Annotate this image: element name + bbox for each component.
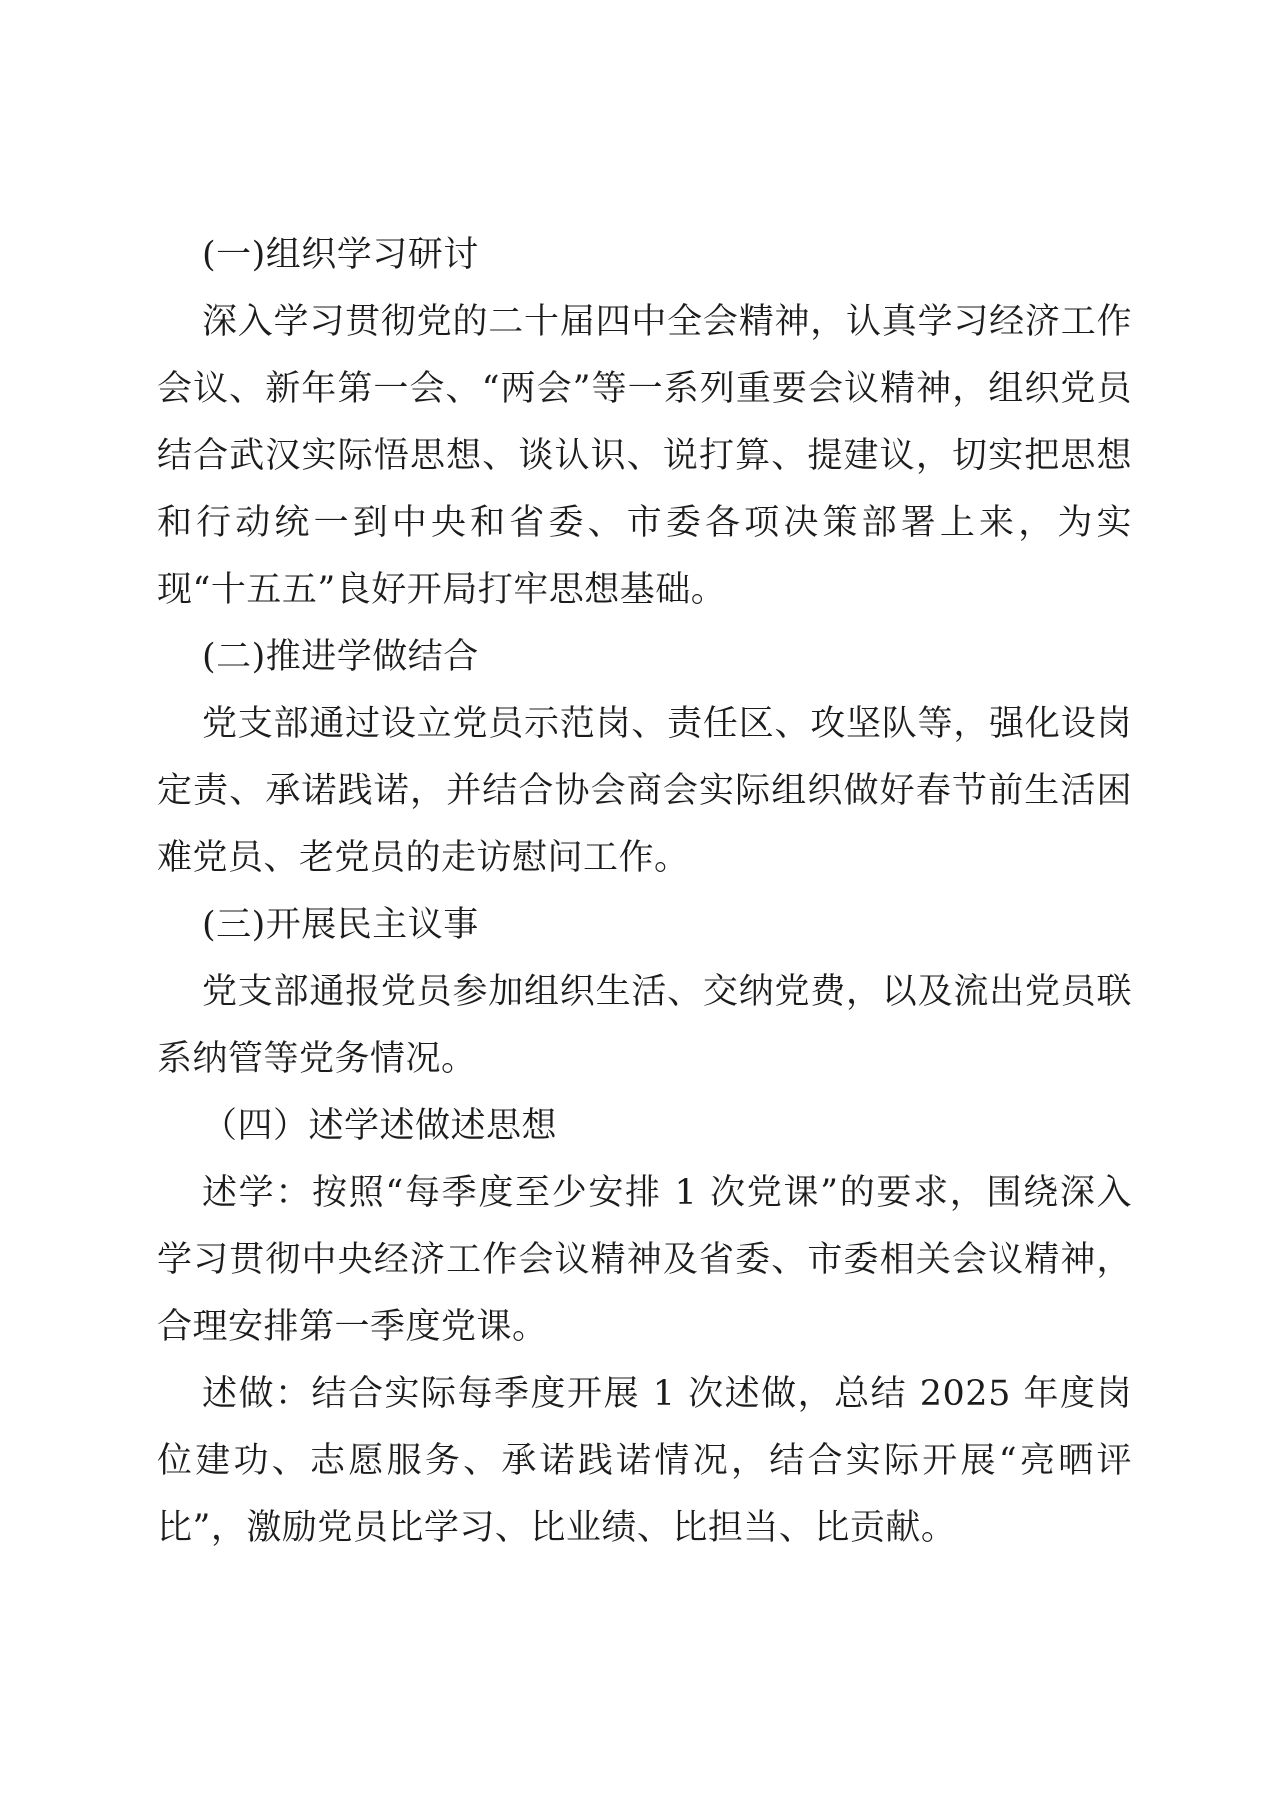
section-2-paragraph: 党支部通过设立党员示范岗、责任区、攻坚队等，强化设岗定责、承诺践诺，并结合协会商会实际组织做好春节前生活困难党员、老党员的走访慰问工作。 [157,704,1132,878]
section-1-heading: (一)组织学习研讨 [202,235,479,275]
section-4-heading: （四）述学述做述思想 [202,1106,558,1146]
section-2-heading: (二)推进学做结合 [202,637,479,677]
section-4-paragraph-shuzuo: 述做：结合实际每季度开展 1 次述做，总结 2025 年度岗位建功、志愿服务、承诺践诺情况，结合实际开展“亮晒评比”，激励党员比学习、比业绩、比担当、比贡献。 [157,1374,1132,1548]
section-3-paragraph: 党支部通报党员参加组织生活、交纳党费，以及流出党员联系纳管等党务情况。 [157,972,1132,1079]
section-4-paragraph-shuxue: 述学：按照“每季度至少安排 1 次党课”的要求，围绕深入学习贯彻中央经济工作会议精神及省委、市委相关会议精神，合理安排第一季度党课。 [157,1173,1132,1347]
section-1-paragraph: 深入学习贯彻党的二十届四中全会精神，认真学习经济工作会议、新年第一会、“两会”等一系列重要会议精神，组织党员结合武汉实际悟思想、谈认识、说打算、提建议，切实把思想和行动统一到中央和省委、市委各项决策部署上来，为实现“十五五”良好开局打牢思想基础。 [157,302,1132,610]
section-3-heading: (三)开展民主议事 [202,905,479,945]
document-body [157,222,1132,1562]
